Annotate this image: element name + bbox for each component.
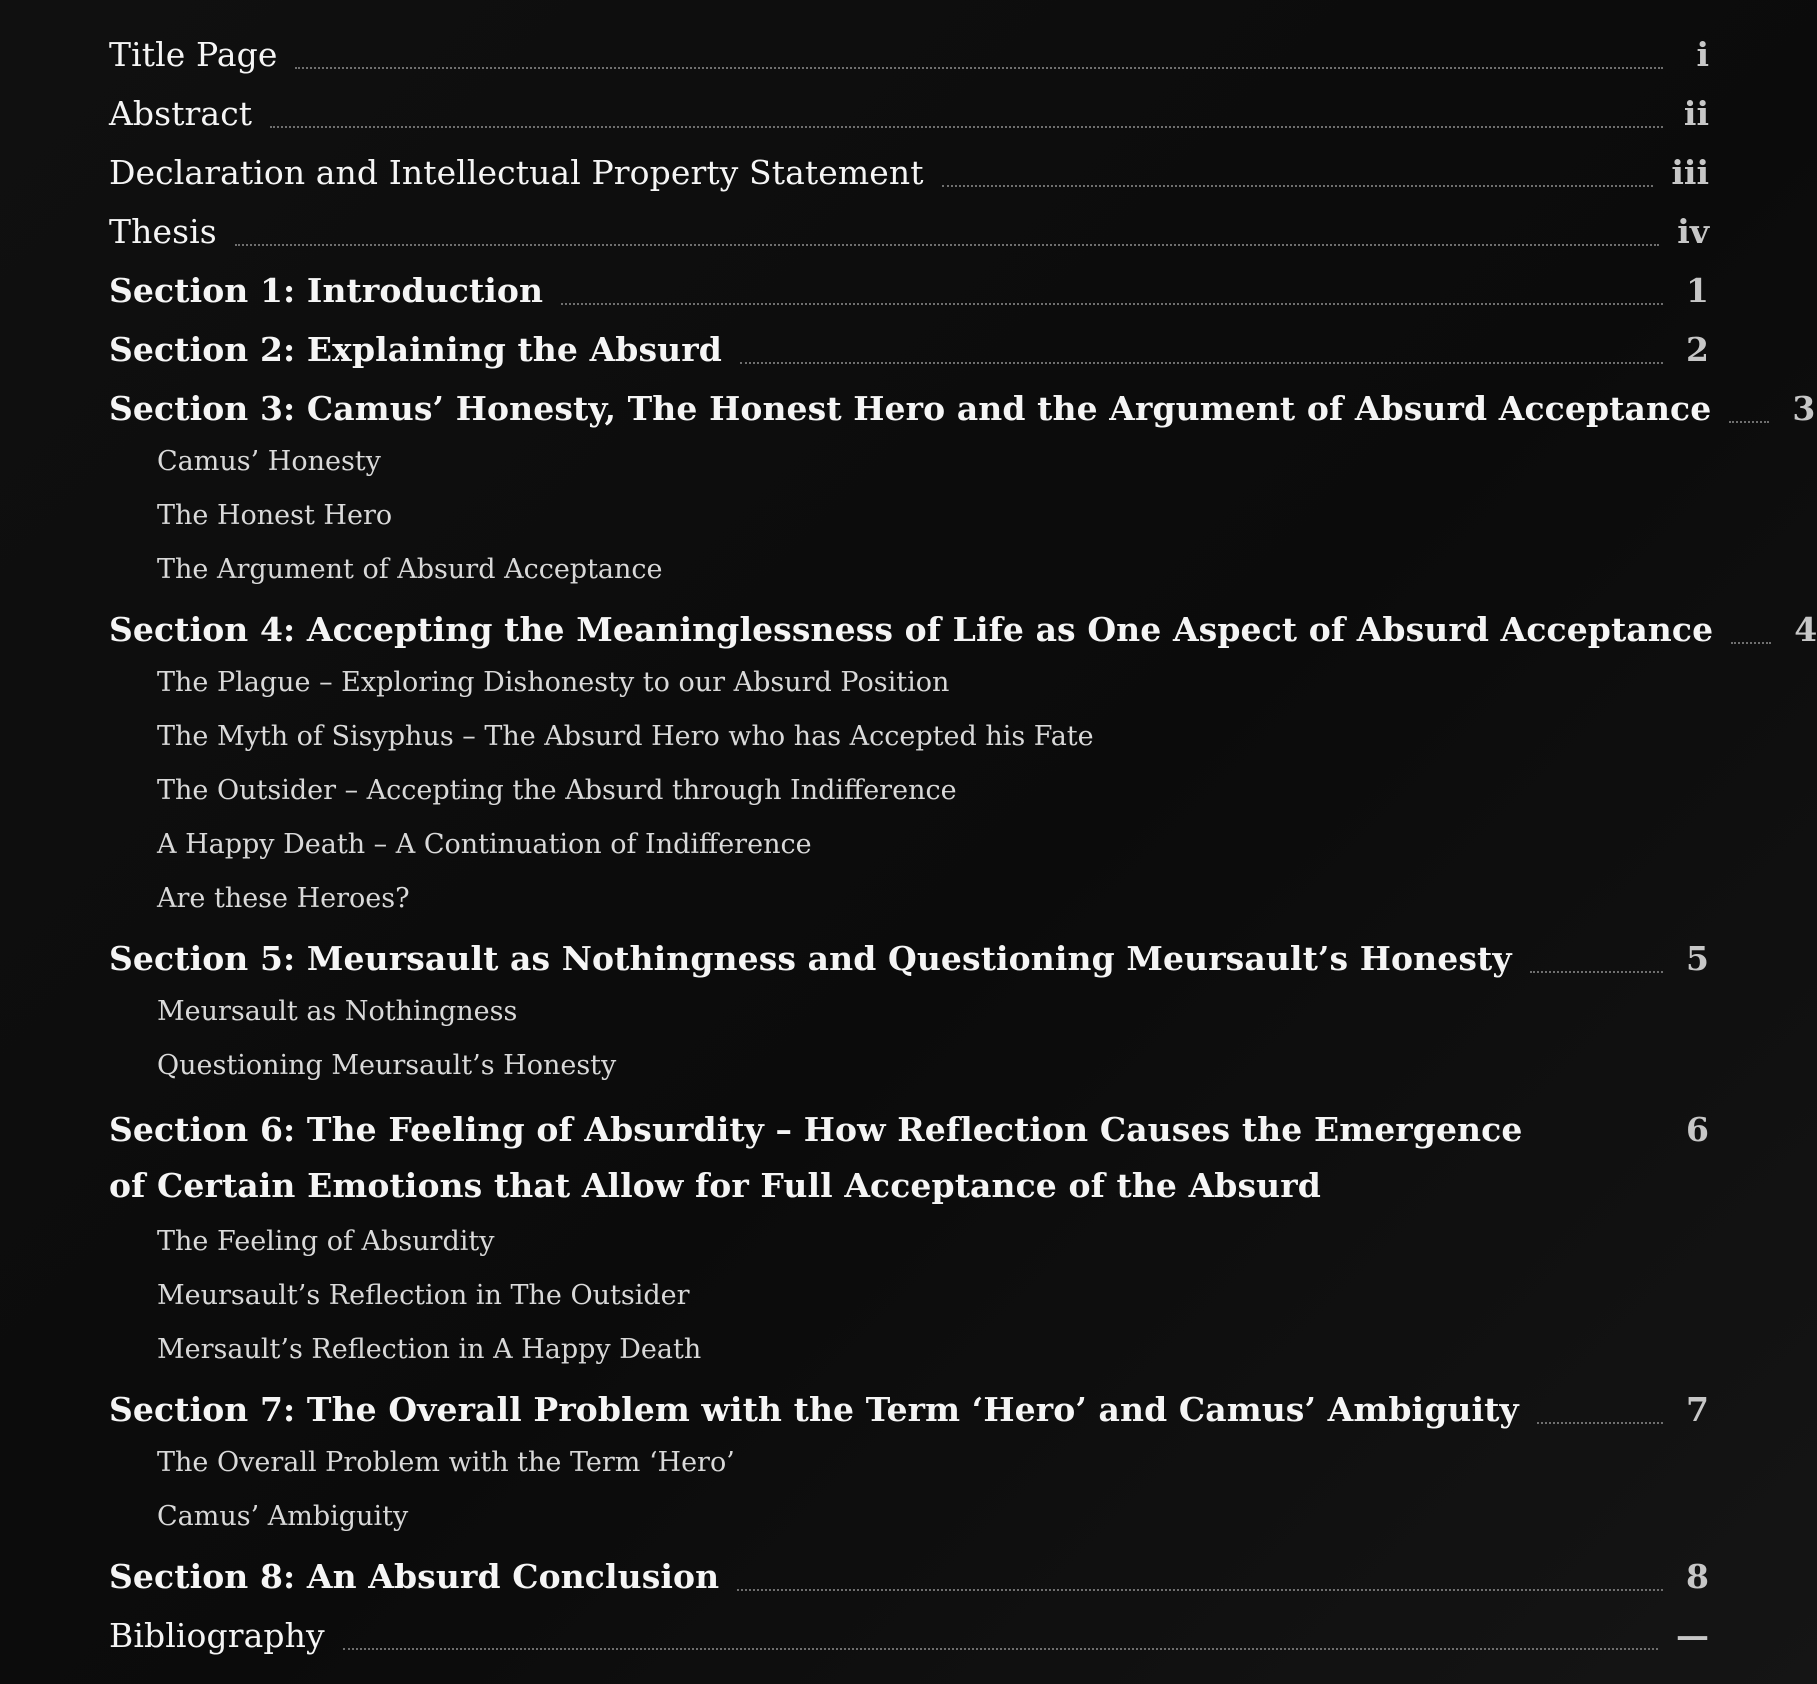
toc-subentry[interactable] <box>109 1048 1709 1084</box>
toc-subtitle: Meursault as Nothingness <box>157 996 518 1027</box>
toc-subentry[interactable] <box>109 719 1709 755</box>
toc-subentry[interactable] <box>109 881 1709 917</box>
dotted-leader <box>942 184 1654 187</box>
toc-title: Section 6: The Feeling of Absurdity – How Reflection Causes the Emergence of Certain Emotions that Allow for Full Acceptance of the Absurd <box>109 1110 1523 1205</box>
page-number: 8 <box>1686 1557 1709 1596</box>
toc-title: Section 3: Camus’ Honesty, The Honest Hero and the Argument of Absurd Acceptance <box>109 389 1712 428</box>
toc-entry-section-2[interactable] <box>109 326 1709 374</box>
page-number: — <box>1676 1616 1709 1655</box>
page-number: 2 <box>1686 330 1709 369</box>
toc-entry-section-3[interactable] <box>109 385 1816 433</box>
dotted-leader <box>235 243 1659 246</box>
toc-subtitle: Are these Heroes? <box>157 883 410 914</box>
toc-title: Section 8: An Absurd Conclusion <box>109 1557 720 1596</box>
toc-title: Abstract <box>109 94 253 133</box>
toc-entry-section-4[interactable] <box>109 606 1817 654</box>
toc-title: Section 1: Introduction <box>109 271 544 310</box>
toc-subtitle: The Argument of Absurd Acceptance <box>157 554 663 585</box>
toc-subentry[interactable] <box>109 773 1709 809</box>
dotted-leader <box>737 1588 1663 1591</box>
toc-subtitle: The Feeling of Absurdity <box>157 1226 495 1257</box>
page-number: 3 <box>1792 389 1816 428</box>
dotted-leader <box>270 125 1663 128</box>
toc-subentry[interactable] <box>109 1332 1709 1368</box>
toc-entry-section-7[interactable] <box>109 1386 1709 1434</box>
toc-entry-declaration[interactable] <box>109 149 1709 197</box>
toc-title: Bibliography <box>109 1616 325 1655</box>
toc-subentry[interactable] <box>109 994 1709 1030</box>
toc-subtitle: Camus’ Honesty <box>157 446 381 477</box>
dotted-leader <box>561 302 1663 305</box>
toc-subtitle: The Myth of Sisyphus – The Absurd Hero who has Accepted his Fate <box>157 721 1094 752</box>
toc-subentry[interactable] <box>109 1224 1709 1260</box>
dotted-leader <box>1537 1421 1663 1424</box>
toc-subentry[interactable] <box>109 552 1709 588</box>
toc-entry-section-6[interactable] <box>109 1102 1709 1214</box>
toc-entry-title-page[interactable] <box>109 31 1709 79</box>
toc-subtitle: Questioning Meursault’s Honesty <box>157 1050 617 1081</box>
toc-title: Section 2: Explaining the Absurd <box>109 330 722 369</box>
toc-entry-section-8[interactable] <box>109 1553 1709 1601</box>
toc-title: Thesis <box>109 212 217 251</box>
toc-subtitle: The Outsider – Accepting the Absurd through Indifference <box>157 775 957 806</box>
toc-subtitle: Camus’ Ambiguity <box>157 1501 409 1532</box>
toc-subentry[interactable] <box>109 444 1709 480</box>
dotted-leader <box>295 66 1663 69</box>
dotted-leader <box>1729 420 1769 423</box>
toc-subentry[interactable] <box>109 1445 1709 1481</box>
toc-entry-bibliography[interactable] <box>109 1612 1709 1660</box>
toc-title: Title Page <box>109 35 278 74</box>
toc-subtitle: Meursault’s Reflection in The Outsider <box>157 1280 690 1311</box>
toc-subtitle: The Honest Hero <box>157 500 393 531</box>
dotted-leader <box>740 361 1663 364</box>
toc-subentry[interactable] <box>109 498 1709 534</box>
page-number: iv <box>1677 212 1709 251</box>
toc-entry-section-1[interactable] <box>109 267 1709 315</box>
toc-subtitle: The Overall Problem with the Term ‘Hero’ <box>157 1447 735 1478</box>
toc-subtitle: A Happy Death – A Continuation of Indifference <box>157 829 812 860</box>
page-number: i <box>1696 35 1709 74</box>
toc-title: Declaration and Intellectual Property Statement <box>109 153 924 192</box>
page-number: 1 <box>1686 271 1709 310</box>
toc-subtitle: Mersault’s Reflection in A Happy Death <box>157 1334 702 1365</box>
toc-subentry[interactable] <box>109 1278 1709 1314</box>
toc-entry-abstract[interactable] <box>109 90 1709 138</box>
toc-title: Section 7: The Overall Problem with the Term ‘Hero’ and Camus’ Ambiguity <box>109 1390 1519 1429</box>
toc-subentry[interactable] <box>109 665 1709 701</box>
toc-entry-section-5[interactable] <box>109 935 1709 983</box>
toc-title: Section 4: Accepting the Meaninglessness of Life as One Aspect of Absurd Acceptance <box>109 610 1714 649</box>
dotted-leader <box>1530 970 1663 973</box>
toc-entry-thesis[interactable] <box>109 208 1709 256</box>
toc-subentry[interactable] <box>109 827 1709 863</box>
page-number: 5 <box>1686 939 1709 978</box>
page-number: 4 <box>1794 610 1817 649</box>
page-number: 6 <box>1686 1110 1709 1149</box>
page-number: ii <box>1683 94 1709 133</box>
toc-subtitle: The Plague – Exploring Dishonesty to our Absurd Position <box>157 667 950 698</box>
dotted-leader <box>343 1647 1658 1650</box>
toc-subentry[interactable] <box>109 1499 1709 1535</box>
page-number: 7 <box>1686 1390 1709 1429</box>
page-number: iii <box>1671 153 1709 192</box>
dotted-leader <box>1731 641 1771 644</box>
toc-title: Section 5: Meursault as Nothingness and Questioning Meursault’s Honesty <box>109 939 1512 978</box>
